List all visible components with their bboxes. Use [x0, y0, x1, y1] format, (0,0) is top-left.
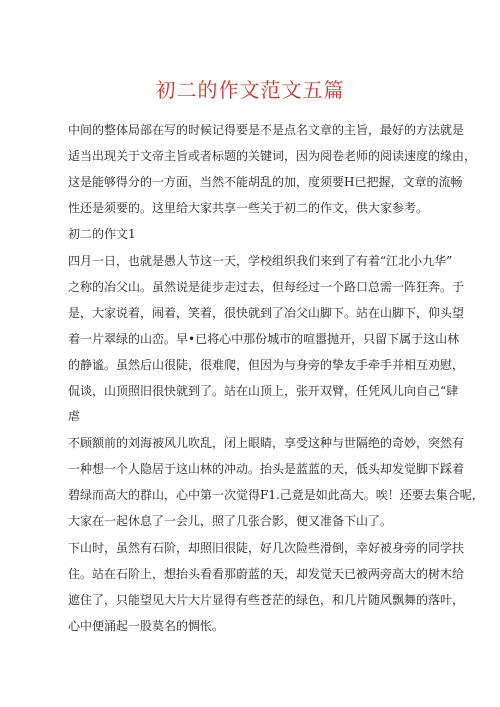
intro-line: 这是能够得分的一方面，当然不能胡乱的加，度须要H已把握，文章的流畅: [68, 175, 463, 189]
paragraph-line: 虐: [68, 409, 81, 423]
intro-line: 适当出现关于文帝主旨或者标题的关键词，因为阅卷老师的阅读速度的缘由，: [68, 149, 477, 163]
paragraph-line: 四月一日，也就是愚人节这一天，学校组织我们来到了有着“江北小九华”: [68, 254, 453, 268]
paragraph-line: 着一片翠绿的山峦。早•已将心中那份城市的喧嚣抛开，只留下属于这山林: [68, 332, 460, 346]
intro-line: 中间的整体局部在写的时候记得要是不是点名文章的主旨，最好的方法就是: [68, 123, 465, 137]
paragraph-line: 住。站在石阶上，想抬头看看那蔚蓝的天，却发觉天已被两旁高大的树木给: [68, 567, 465, 581]
paragraph-line: 心中便涌起一股莫名的惆怅。: [68, 619, 225, 633]
paragraph-line: 碧绿而高大的群山，心中第一次觉得F1.己竟是如此高大。唉！还要去集合呢，: [68, 488, 484, 502]
paragraph-line: 的静谧。虽然后山很陡，很难爬，但因为与身旁的挚友手牵手并相互劝慰，: [68, 358, 465, 372]
section-heading: 初二的作文1: [68, 227, 136, 241]
paragraph-line: 是，大家说着，闹着，笑着，很快就到了冶父山脚下。站在山脚下，仰头望: [68, 306, 465, 320]
paragraph-line: 侃谈，山顶照旧很快就到了。站在山顶上，张开双臂，任凭风儿向自己“肆: [68, 384, 459, 398]
paragraph-line: 不顾额前的刘海被风儿吹乱，闭上眼睛，享受这种与世隔绝的奇妙，突然有: [68, 436, 465, 450]
paragraph-line: 遮住了，只能望见大片大片显得有些苍茫的绿色，和几片随风飘舞的落叶，: [68, 593, 465, 607]
intro-line: 性还是须要的。这里给大家共享一些关于初二的作文，供大家参考。: [68, 201, 429, 215]
paragraph-line: 下山时，虽然有石阶，却照旧很陡，好几次险些滑倒，幸好被身旁的同学扶: [68, 541, 465, 555]
paragraph-line: 大家在一起休息了一会儿，照了几张合影，便又准备下山了。: [68, 514, 393, 528]
document-title: 初二的作文范文五篇: [155, 78, 345, 102]
paragraph-line: 一种想一个人隐居于这山林的冲动。抬头是蓝蓝的天，低头却发觉脚下踩着: [68, 462, 465, 476]
paragraph-line: 之称的冶父山。虽然说是徒步走过去，但每经过一个路口总需一阵狂奔。于: [68, 280, 465, 294]
